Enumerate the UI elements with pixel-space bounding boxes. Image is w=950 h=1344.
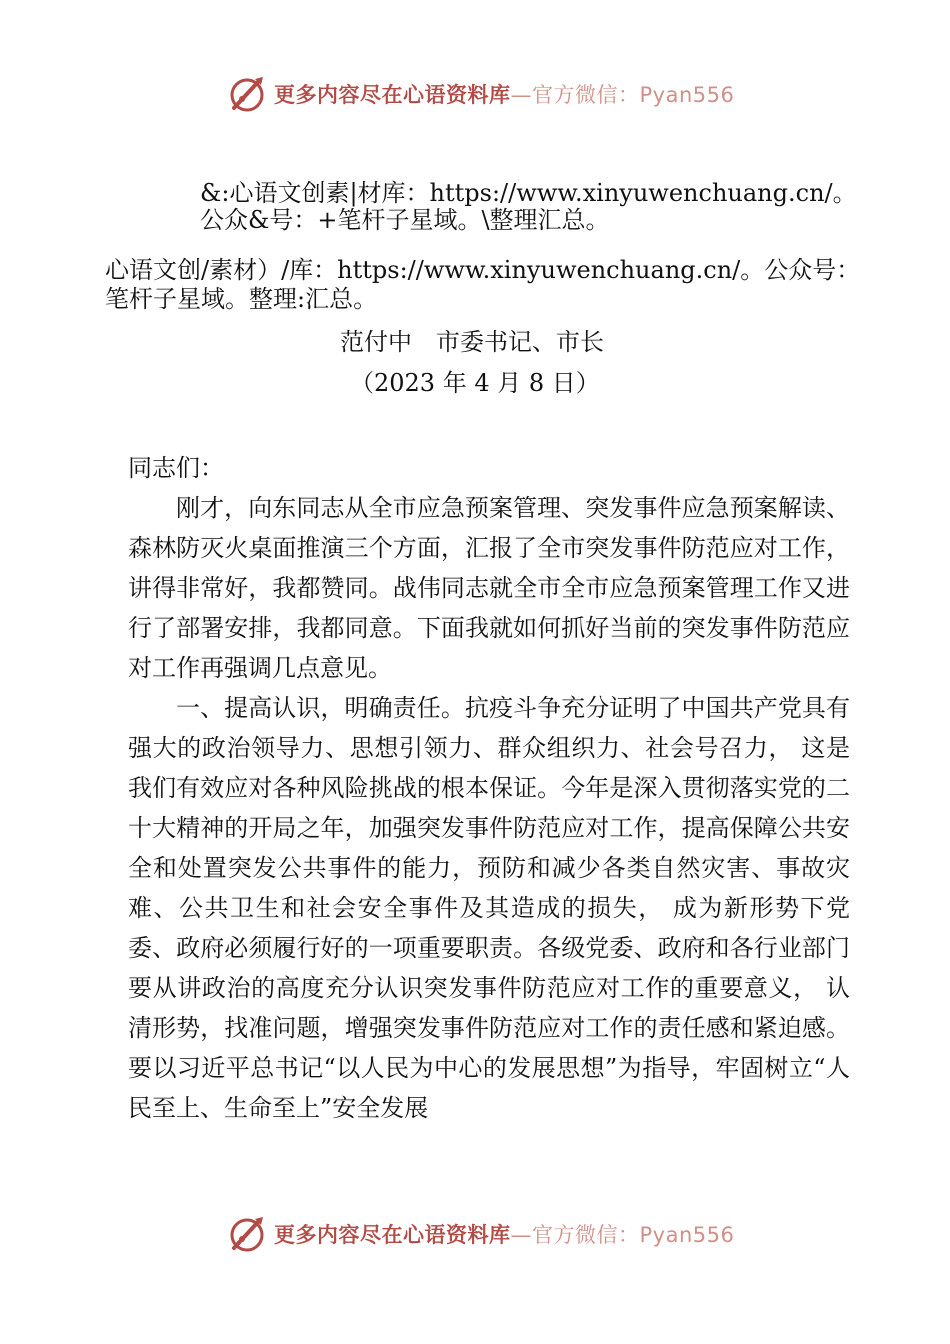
- source-line-4: 笔杆子星域。整理:汇总。: [105, 285, 378, 313]
- paragraph-intro: 刚才，向东同志从全市应急预案管理、突发事件应急预案解读、森林防灭火桌面推演三个方面，汇报了全市突发事件防范应对工作，讲得非常好，我都赞同。战伟同志就全市全市应急预案管理工作又进行了部署安排，我都同意。下面我就如何抓好当前的突发事件防范应对工作再强调几点意见。: [128, 494, 850, 682]
- pen-logo-icon: [228, 1214, 268, 1254]
- speech-body: [128, 448, 850, 1128]
- speaker-byline: 范付中 市委书记、市长: [340, 328, 604, 356]
- source-line-1: &:心语文创素|材库：https://www.xinyuwenchuang.cn/。: [200, 179, 857, 207]
- footer-watermark-banner: [228, 1212, 734, 1256]
- paragraph-section-one: 一、提高认识，明确责任。抗疫斗争充分证明了中国共产党具有强大的政治领导力、思想引领力、群众组织力、社会号召力， 这是我们有效应对各种风险挑战的根本保证。今年是深入贯彻落实党的二十大精神的开局之年，加强突发事件防范应对工作，提高保障公共安全和处置突发公共事件的能力，预防和减少各类自然灾害、事故灾难、公共卫生和社会安全事件及其造成的损失， 成为新形势下党委、政府必须履行好的一项重要职责。各级党委、政府和各行业部门要从讲政治的高度充分认识突发事件防范应对工作的重要意义， 认清形势，找准问题，增强突发事件防范应对工作的责任感和紧迫感。要以习近平总书记“以人民为中心的发展思想”为指导，牢固树立“人民至上、生命至上”安全发展: [128, 694, 850, 1122]
- speech-date: （2023 年 4 月 8 日）: [350, 369, 600, 397]
- pen-logo-icon: [228, 74, 268, 114]
- source-line-3: 心语文创/素材）/库：https://www.xinyuwenchuang.cn/。公众号：: [105, 256, 861, 284]
- header-watermark-banner: [228, 72, 734, 116]
- watermark-text: 更多内容尽在心语资料库—官方微信：Pyan556: [274, 1223, 735, 1247]
- watermark-text: 更多内容尽在心语资料库—官方微信：Pyan556: [274, 83, 735, 107]
- source-line-2: 公众&号：+笔杆子星域。\整理汇总。: [200, 206, 610, 234]
- salutation: 同志们：: [128, 454, 224, 482]
